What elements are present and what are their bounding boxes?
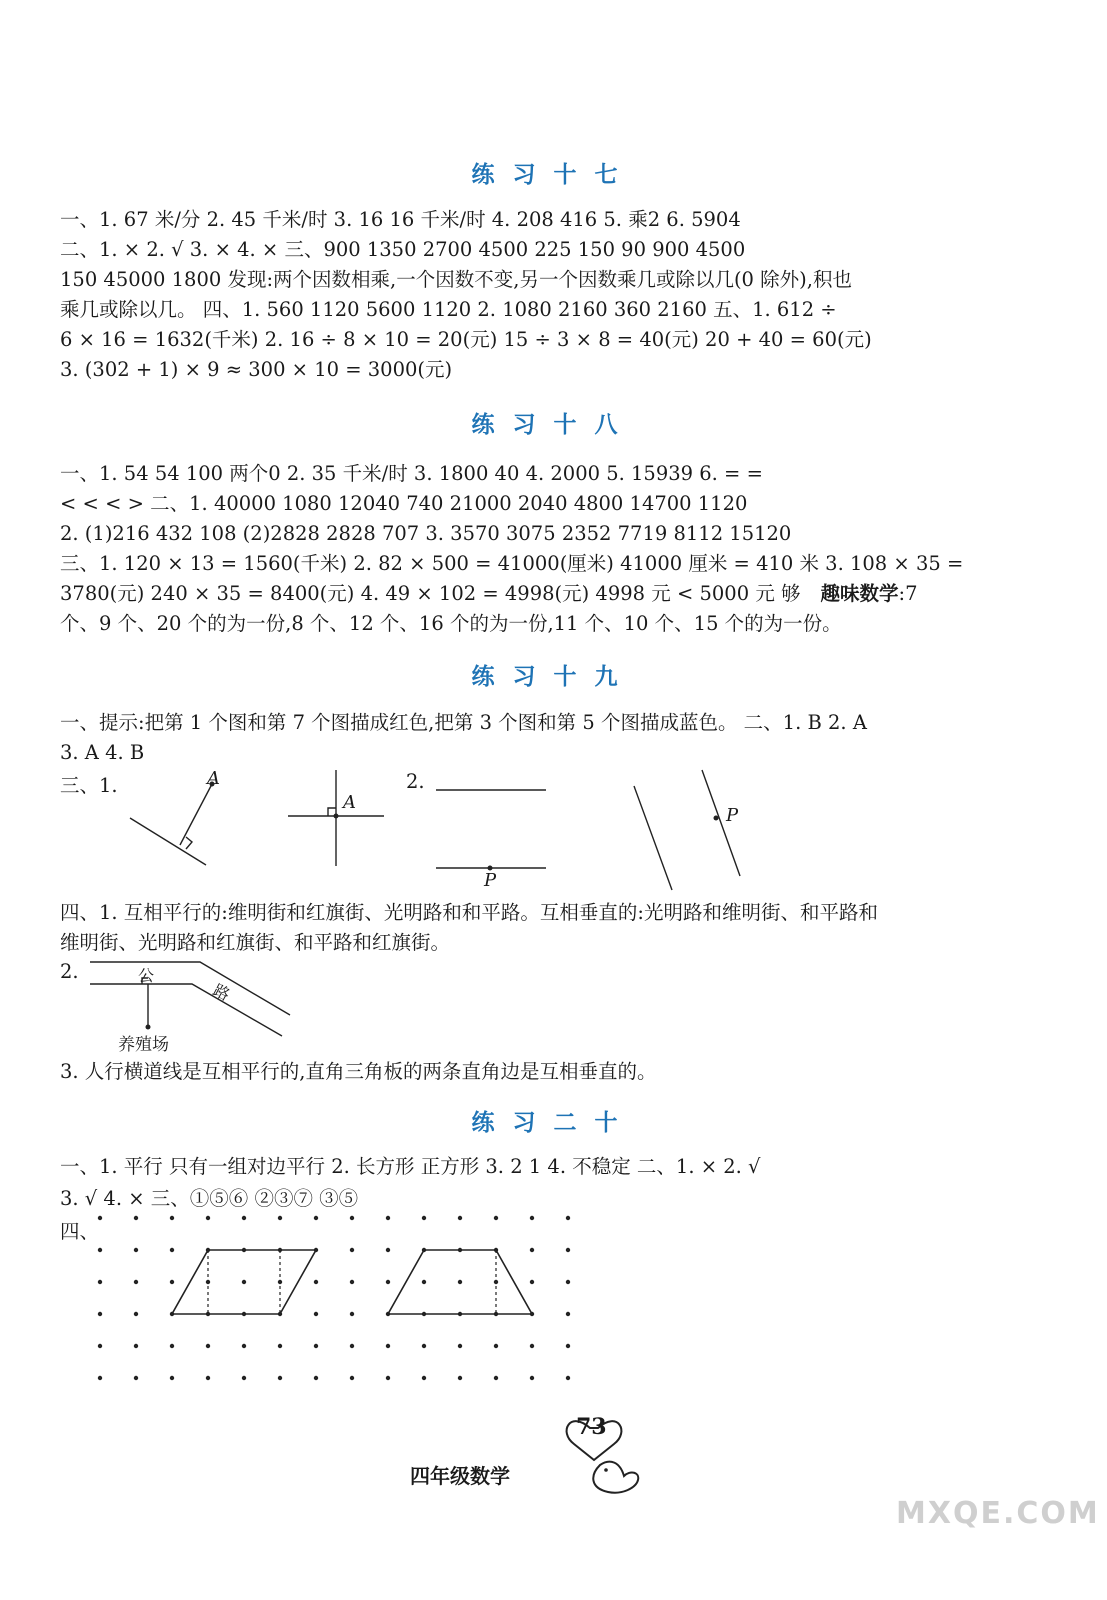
point-a-label: A bbox=[343, 792, 356, 813]
q3-1-label: 三、1. bbox=[60, 774, 118, 797]
grid-dot bbox=[386, 1248, 390, 1252]
answer-line: 维明街、光明路和红旗街、和平路和红旗街。 bbox=[60, 931, 451, 954]
grid-dot bbox=[530, 1344, 534, 1348]
answer-line: 3. (302 + 1) × 9 ≈ 300 × 10 = 3000(元) bbox=[60, 358, 453, 381]
grid-dot bbox=[530, 1248, 534, 1252]
page-number: 73 bbox=[576, 1414, 607, 1440]
grid-dot bbox=[494, 1376, 498, 1380]
grid-dot bbox=[386, 1280, 390, 1284]
section-title-18: 练习十八 bbox=[471, 412, 636, 438]
grid-dot bbox=[422, 1280, 426, 1284]
grid-dot bbox=[242, 1216, 246, 1220]
answer-line: 3. 人行横道线是互相平行的,直角三角板的两条直角边是互相垂直的。 bbox=[60, 1060, 657, 1083]
grid-dot bbox=[314, 1216, 318, 1220]
grid-dot bbox=[314, 1280, 318, 1284]
grid-dot bbox=[458, 1344, 462, 1348]
section-title-17: 练习十七 bbox=[471, 162, 636, 188]
grid-dot bbox=[530, 1280, 534, 1284]
grid-dot bbox=[98, 1344, 102, 1348]
grid-dot bbox=[170, 1216, 174, 1220]
answer-line: 乘几或除以几。 四、1. 560 1120 5600 1120 2. 1080 2160 360 2160 五、1. 612 ÷ bbox=[60, 298, 837, 321]
fun-math-tail: :7 bbox=[898, 582, 918, 605]
grid-dot bbox=[134, 1216, 138, 1220]
grid-dot bbox=[566, 1312, 570, 1316]
grid-dot bbox=[170, 1248, 174, 1252]
answer-line: 一、1. 平行 只有一组对边平行 2. 长方形 正方形 3. 2 1 4. 不稳定 二、1. × 2. √ bbox=[60, 1155, 761, 1178]
q4-2-label: 2. bbox=[60, 960, 79, 983]
grid-dot bbox=[566, 1216, 570, 1220]
grid-dot bbox=[170, 1280, 174, 1284]
grid-dot bbox=[242, 1344, 246, 1348]
grid-dot bbox=[314, 1344, 318, 1348]
grid-dot bbox=[458, 1376, 462, 1380]
answer-line: 四、1. 互相平行的:维明街和红旗街、光明路和和平路。互相垂直的:光明路和维明街、和平路和 bbox=[60, 901, 878, 924]
road-label-lu: 路 bbox=[210, 980, 234, 1005]
grid-dot bbox=[278, 1344, 282, 1348]
grid-dot bbox=[458, 1280, 462, 1284]
grid-dot bbox=[350, 1280, 354, 1284]
grid-dot bbox=[422, 1216, 426, 1220]
grid-dot bbox=[98, 1312, 102, 1316]
answer-line: 150 45000 1800 发现:两个因数相乘,一个因数不变,另一个因数乘几或除以几(0 除外),积也 bbox=[60, 268, 852, 291]
grid-dot bbox=[458, 1216, 462, 1220]
point-p-label: P bbox=[726, 805, 739, 826]
watermark-logo: MXQE.COM bbox=[896, 1496, 1100, 1531]
dot-grid-figure bbox=[0, 1200, 620, 1420]
q4-label: 四、 bbox=[60, 1220, 100, 1243]
answer-line: < < < > 二、1. 40000 1080 12040 740 21000 2040 4800 14700 1120 bbox=[60, 492, 748, 515]
grid-dot bbox=[350, 1248, 354, 1252]
grid-dot bbox=[278, 1216, 282, 1220]
grid-dot bbox=[278, 1376, 282, 1380]
grid-dot bbox=[98, 1376, 102, 1380]
grid-dot bbox=[350, 1216, 354, 1220]
grid-dot bbox=[98, 1248, 102, 1252]
perpendicular-figure bbox=[0, 760, 1107, 900]
answer-line: 一、提示:把第 1 个图和第 7 个图描成红色,把第 3 个图和第 5 个图描成蓝色。 二、1. B 2. A bbox=[60, 711, 867, 734]
answer-line: 三、1. 120 × 13 = 1560(千米) 2. 82 × 500 = 41000(厘米) 41000 厘米 = 410 米 3. 108 × 35 = bbox=[60, 552, 964, 575]
answer-line: 2. (1)216 432 108 (2)2828 2828 707 3. 3570 3075 2352 7719 8112 15120 bbox=[60, 522, 792, 545]
grid-dot bbox=[134, 1344, 138, 1348]
grid-dot bbox=[350, 1344, 354, 1348]
grid-dot bbox=[422, 1376, 426, 1380]
grid-dot bbox=[314, 1312, 318, 1316]
grid-dot bbox=[350, 1376, 354, 1380]
grid-dot bbox=[314, 1376, 318, 1380]
farm-label: 养殖场 bbox=[118, 1035, 169, 1055]
section-title-19: 练习十九 bbox=[471, 664, 636, 690]
grid-dot bbox=[134, 1376, 138, 1380]
grid-dot bbox=[494, 1344, 498, 1348]
grid-dot bbox=[170, 1376, 174, 1380]
grid-dot bbox=[350, 1312, 354, 1316]
grid-dot bbox=[242, 1280, 246, 1284]
grid-dot bbox=[386, 1216, 390, 1220]
point-p-label: P bbox=[484, 870, 497, 891]
grid-dot bbox=[206, 1376, 210, 1380]
grid-dot bbox=[134, 1248, 138, 1252]
answer-line: 一、1. 67 米/分 2. 45 千米/时 3. 16 16 千米/时 4. 208 416 5. 乘2 6. 5904 bbox=[60, 208, 741, 231]
answer-line: 一、1. 54 54 100 两个0 2. 35 千米/时 3. 1800 40 4. 2000 5. 15939 6. = = bbox=[60, 462, 763, 485]
answer-line: 二、1. × 2. √ 3. × 4. × 三、900 1350 2700 4500 225 150 90 900 4500 bbox=[60, 238, 746, 261]
answer-line-with-fun bbox=[60, 579, 1020, 609]
answer-line: 3. √ 4. × 三、①⑤⑥ ②③⑦ ③⑤ bbox=[60, 1187, 359, 1210]
answer-text: 3780(元) 240 × 35 = 8400(元) 4. 49 × 102 = 4998(元) 4998 元 < 5000 元 够 bbox=[60, 582, 801, 605]
fun-math-label: 趣味数学 bbox=[820, 582, 899, 605]
grid-dot bbox=[206, 1216, 210, 1220]
answer-line: 3. A 4. B bbox=[60, 741, 145, 764]
grid-dot bbox=[134, 1312, 138, 1316]
road-label-gong: 公 bbox=[138, 966, 155, 985]
grid-dot bbox=[566, 1376, 570, 1380]
q3-2-label: 2. bbox=[406, 770, 425, 793]
grid-dot bbox=[98, 1280, 102, 1284]
grid-dot bbox=[494, 1216, 498, 1220]
grid-dot bbox=[242, 1376, 246, 1380]
grid-dot bbox=[530, 1216, 534, 1220]
grid-dot bbox=[566, 1248, 570, 1252]
grid-dot bbox=[530, 1376, 534, 1380]
grid-dot bbox=[386, 1344, 390, 1348]
grid-dot bbox=[386, 1376, 390, 1380]
grade-subject: 四年级数学 bbox=[410, 1464, 510, 1488]
answer-line: 6 × 16 = 1632(千米) 2. 16 ÷ 8 × 10 = 20(元) 15 ÷ 3 × 8 = 40(元) 20 + 40 = 60(元) bbox=[60, 328, 872, 351]
grid-dot bbox=[170, 1344, 174, 1348]
grid-dot bbox=[206, 1344, 210, 1348]
grid-dot bbox=[566, 1344, 570, 1348]
grid-dot bbox=[98, 1216, 102, 1220]
grid-dot bbox=[134, 1280, 138, 1284]
point-a-label: A bbox=[207, 768, 220, 789]
answer-line: 个、9 个、20 个的为一份,8 个、12 个、16 个的为一份,11 个、10 个、15 个的为一份。 bbox=[60, 612, 842, 635]
section-title-20: 练习二十 bbox=[471, 1110, 636, 1136]
grid-dot bbox=[566, 1280, 570, 1284]
grid-dot bbox=[422, 1344, 426, 1348]
